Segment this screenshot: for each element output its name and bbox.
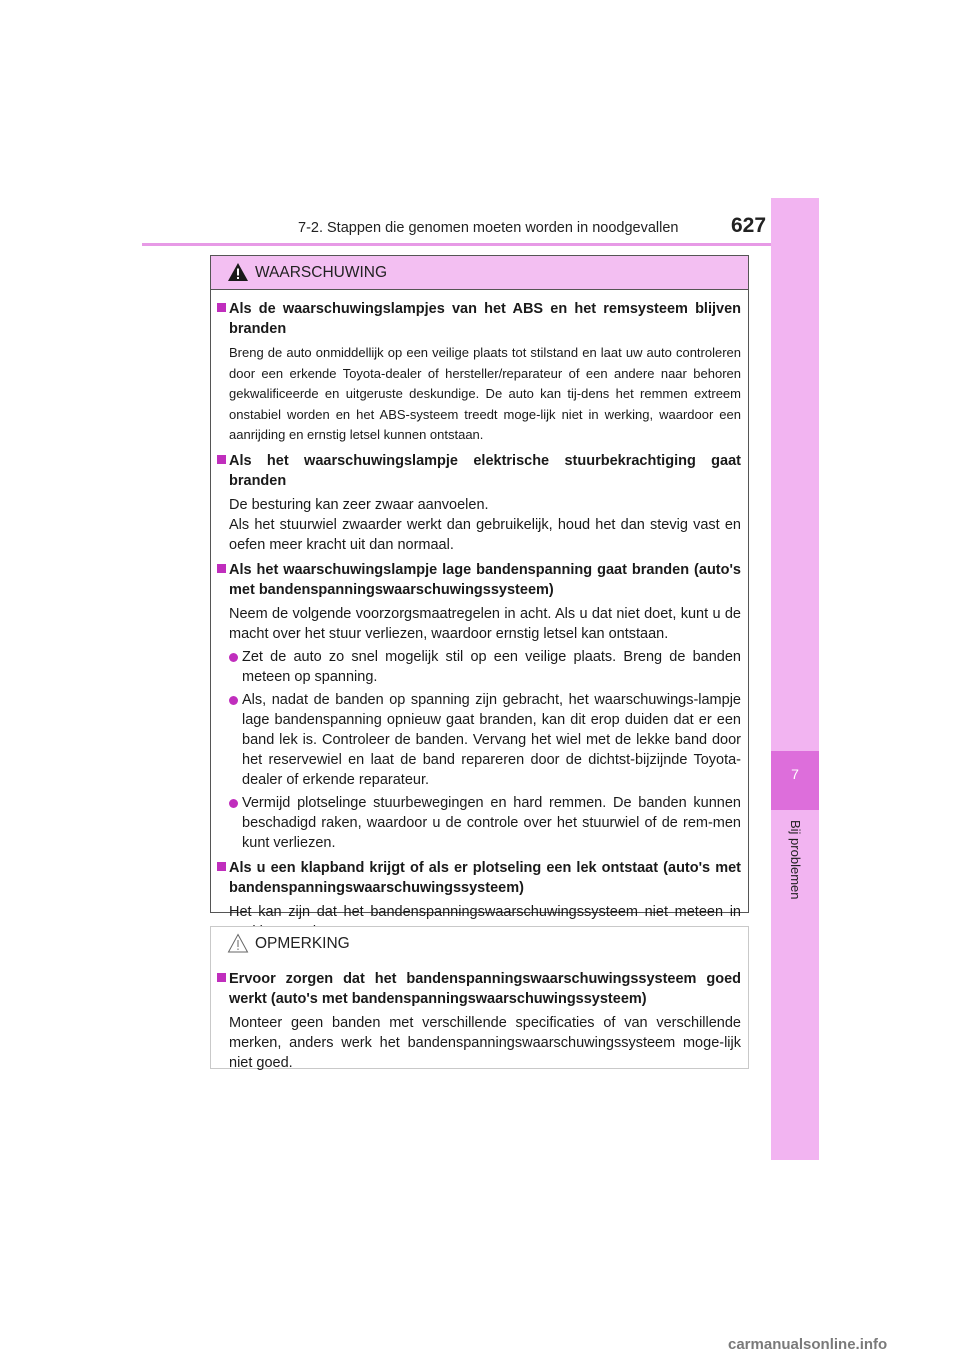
square-bullet-icon (217, 862, 226, 871)
section-text: Monteer geen banden met verschillende specificaties of van verschillende merken, anders werk het bandenspanningswaarschuwingssysteem moge-lijk niet goed. (229, 1015, 741, 1071)
warning-triangle-icon (227, 262, 249, 282)
watermark-url: carmanualsonline.info (728, 1336, 888, 1353)
section-title: Als u een klapband krijgt of als er plotseling een lek ontstaat (auto's met bandenspanningswaarschuwingssysteem) (229, 859, 741, 896)
round-bullet-icon (229, 799, 238, 808)
section-title: Als de waarschuwingslampjes van het ABS en het remsysteem blijven branden (229, 301, 741, 337)
note-header (211, 927, 748, 960)
header-divider (142, 243, 819, 246)
chapter-label-wrapper (783, 820, 807, 920)
chapter-side-tab (771, 198, 819, 1160)
warning-title: WAARSCHUWING (255, 264, 388, 281)
section-title: Ervoor zorgen dat het bandenspanningswaarschuwingssysteem goed werkt (auto's met bandenspanningswaarschuwingssysteem) (229, 971, 741, 1007)
square-bullet-icon (217, 303, 226, 312)
note-box (210, 926, 749, 1069)
warning-section (217, 560, 741, 853)
square-bullet-icon (217, 564, 226, 573)
section-text: Het kan zijn dat het bandenspanningswaarschuwingssysteem niet meteen in (229, 903, 741, 920)
section-title: Als het waarschuwingslampje elektrische stuurbekrachtiging gaat branden (229, 452, 741, 489)
round-bullet-icon (229, 696, 238, 705)
list-item (229, 793, 741, 853)
warning-section (217, 451, 741, 555)
list-item (229, 647, 741, 687)
warning-header (211, 256, 748, 290)
note-section (217, 969, 741, 1073)
chapter-label: Bij problemen (788, 820, 803, 900)
note-content (211, 960, 748, 1073)
note-title: OPMERKING (255, 935, 350, 952)
square-bullet-icon (217, 973, 226, 982)
section-text: Als het stuurwiel zwaarder werkt dan gebruikelijk, houd het dan stevig vast en oefen meer kracht uit dan normaal. (229, 516, 741, 553)
list-item (229, 690, 741, 790)
section-text: Neem de volgende voorzorgsmaatregelen in acht. Als u dat niet doet, kunt u de macht over het stuur verliezen, waardoor ernstig letsel kan ontstaan. (229, 605, 741, 642)
page-number: 627 (731, 214, 767, 237)
list-item-text: Vermijd plotselinge stuurbewegingen en hard remmen. De banden kunnen beschadigd raken, waardoor u de controle over het stuurwiel of de rem-men kunt verliezen. (242, 794, 741, 851)
chapter-number: 7 (791, 766, 799, 782)
list-item-text: Zet de auto zo snel mogelijk stil op een veilige plaats. Breng de banden meteen op spanning. (242, 648, 741, 685)
square-bullet-icon (217, 455, 226, 464)
warning-content (211, 290, 748, 942)
warning-box (210, 255, 749, 920)
round-bullet-icon (229, 653, 238, 662)
section-text: De besturing kan zeer zwaar aanvoelen. (229, 496, 489, 513)
warning-section (217, 299, 741, 446)
header-title: 7-2. Stappen die genomen moeten worden in noodgevallen (298, 220, 679, 236)
section-title: Als het waarschuwingslampje lage bandenspanning gaat branden (auto's met bandenspanningswaarschuwingssysteem) (229, 561, 741, 598)
caution-outline-icon (227, 933, 249, 953)
list-item-text: Als, nadat de banden op spanning zijn gebracht, het waarschuwings-lampje lage bandenspanning opnieuw gaat branden, kan dit erop duiden dat er een band lek is. Controleer de banden. Vervang het wiel met de lekke band door het reservewiel en laat de band repareren door de dichtst-bijzijnde Toyota-dealer of erkende reparateur. (242, 691, 741, 788)
section-text: Breng de auto onmiddellijk op een veilige plaats tot stilstand en laat uw auto controleren door een erkende Toyota-dealer of hersteller/reparateur of een andere naar behoren gekwalificeerde en uitgeruste deskundige. De auto kan tij-dens het remmen extreem onstabiel worden en het ABS-systeem treedt moge-lijk niet in werking, waardoor een aanrijding en ernstig letsel kunnen ontstaan. (229, 345, 741, 443)
